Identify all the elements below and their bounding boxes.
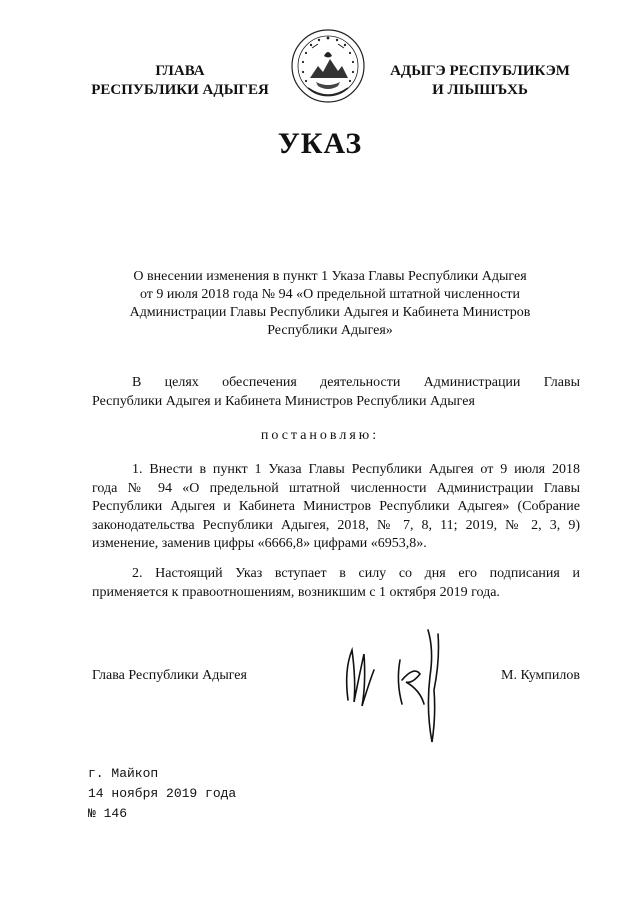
issue-date: 14 ноября 2019 года bbox=[88, 786, 237, 801]
preamble-line2: Республики Адыгея и Кабинета Министров Республики Адыгея bbox=[92, 393, 475, 409]
coat-of-arms-icon bbox=[288, 26, 368, 106]
decree-number: № 146 bbox=[88, 806, 128, 821]
item1-line5: изменение, заменив цифры «6666,8» цифрами «6953,8». bbox=[92, 536, 427, 551]
issuer-russian-line2: РЕСПУБЛИКИ АДЫГЕЯ bbox=[91, 82, 269, 98]
footer-block bbox=[88, 764, 236, 824]
signatory-position: Глава Республики Адыгея bbox=[92, 668, 247, 683]
item2-line1: 2. Настоящий Указ вступает в силу со дня его подписания и bbox=[132, 566, 580, 581]
subject-line4: Республики Адыгея» bbox=[267, 323, 393, 338]
issuer-russian-line1: ГЛАВА bbox=[155, 63, 205, 79]
issuer-adyghe bbox=[380, 62, 580, 100]
issuer-adyghe-line2: И ЛІЫШЪХЬ bbox=[432, 82, 528, 98]
signatory-name: М. Кумпилов bbox=[501, 668, 580, 683]
subject-line1: О внесении изменения в пункт 1 Указа Главы Республики Адыгея bbox=[133, 269, 527, 284]
issuer-russian bbox=[80, 62, 280, 100]
decree-subject bbox=[100, 268, 560, 340]
item1-line3: Республики Адыгея и Кабинета Министров Республики Адыгея» (Собрание bbox=[92, 499, 580, 514]
item1-paragraph bbox=[92, 461, 580, 554]
subject-line2: от 9 июля 2018 года № 94 «О предельной штатной численности bbox=[139, 287, 521, 302]
handwritten-signature bbox=[330, 620, 450, 750]
preamble-paragraph bbox=[92, 374, 580, 411]
document-title: УКАЗ bbox=[277, 127, 363, 160]
item2-paragraph bbox=[92, 565, 580, 602]
item2-line2: применяется к правоотношениям, возникшим с 1 октября 2019 года. bbox=[92, 584, 500, 600]
item1-line2: года № 94 «О предельной штатной численности Администрации Главы bbox=[92, 480, 580, 496]
item1-line1: 1. Внести в пункт 1 Указа Главы Республики Адыгея от 9 июля 2018 bbox=[132, 462, 580, 477]
item1-line4: законодательства Республики Адыгея, 2018, № 7, 8, 11; 2019, № 2, 3, 9) bbox=[92, 517, 580, 533]
issue-city: г. Майкоп bbox=[88, 766, 159, 781]
subject-line3: Администрации Главы Республики Адыгея и Кабинета Министров bbox=[129, 305, 531, 320]
issuer-adyghe-line1: АДЫГЭ РЕСПУБЛИКЭМ bbox=[390, 63, 570, 79]
decree-word: постановляю: bbox=[260, 428, 380, 443]
preamble-line1: В целях обеспечения деятельности Администрации Главы bbox=[132, 375, 580, 390]
